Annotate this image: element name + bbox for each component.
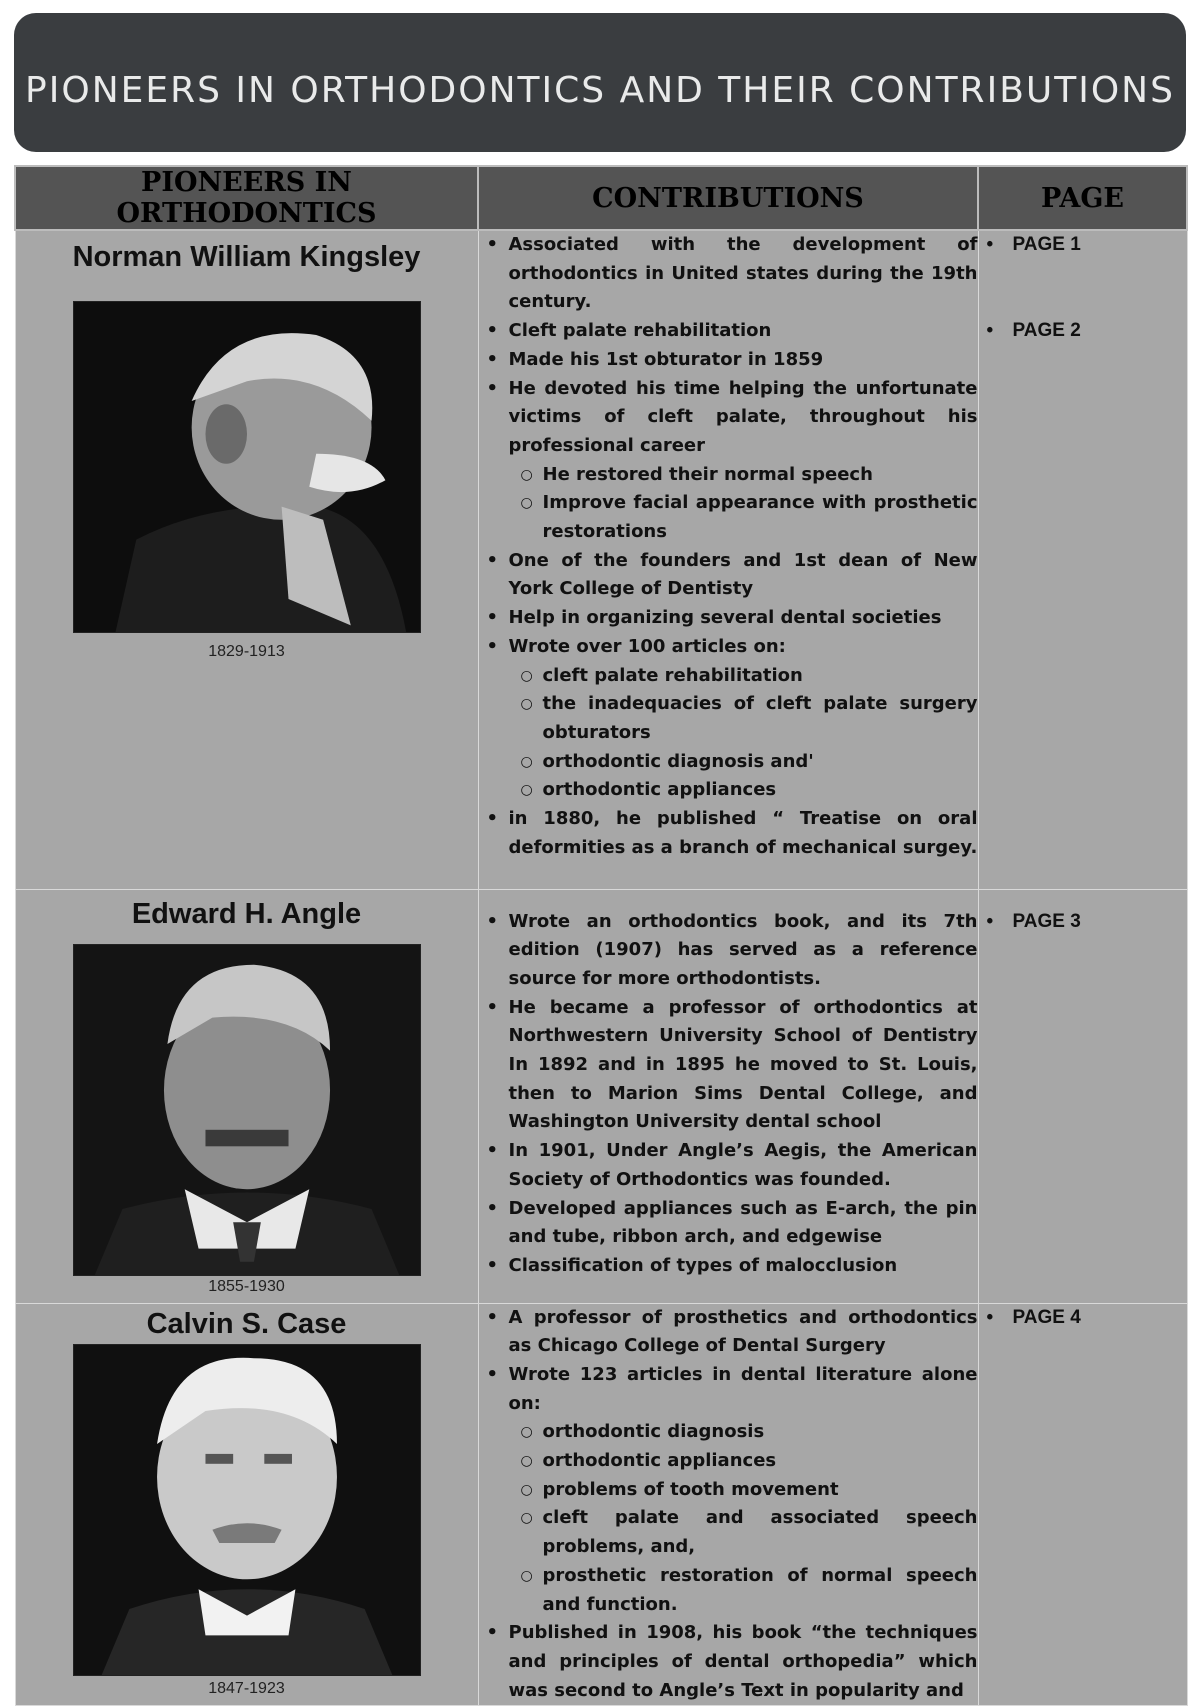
table-header-row: [15, 166, 1187, 230]
contributions-cell: [478, 230, 978, 889]
list-item: • Developed appliances such as E-arch, the pin and tube, ribbon arch, and edgewise: [479, 1195, 978, 1252]
pioneer-name: Edward H. Angle: [131, 897, 362, 930]
pioneer-cell: [15, 230, 478, 889]
pioneer-cell: [15, 1303, 478, 1706]
sub-list-item: ○ orthodontic diagnosis and': [509, 748, 978, 777]
list-item: • Associated with the development of orthodontics in United states during the 19th century.: [479, 231, 978, 317]
pioneer-years: 1847-1923: [208, 1679, 285, 1697]
table-row: [15, 1303, 1187, 1706]
sub-list: [509, 461, 978, 547]
portrait-photo: [73, 1344, 421, 1676]
page-cell: [978, 230, 1187, 889]
contributions-cell: [478, 1303, 978, 1706]
sub-list-item: ○ orthodontic appliances: [509, 1447, 978, 1476]
pioneer-years: 1855-1930: [208, 1277, 285, 1295]
list-item: • Classification of types of malocclusion: [479, 1252, 978, 1281]
contributions-list: [479, 908, 978, 1281]
header-pioneers: PIONEERS IN ORTHODONTICS: [15, 166, 478, 230]
list-item: • Help in organizing several dental societies: [479, 604, 978, 633]
title-banner: [14, 13, 1186, 152]
sub-list-item: ○ the inadequacies of cleft palate surgery obturators: [509, 690, 978, 747]
table-row: [15, 889, 1187, 1303]
pioneer-name: Calvin S. Case: [146, 1307, 347, 1340]
pioneer-cell: [15, 889, 478, 1303]
sub-list-item: ○ problems of tooth movement: [509, 1476, 978, 1505]
page-ref: • PAGE 3: [979, 908, 1187, 937]
list-item: • Made his 1st obturator in 1859: [479, 346, 978, 375]
portrait-photo: [73, 944, 421, 1276]
header-page: PAGE: [978, 166, 1187, 230]
portrait-photo: [73, 301, 421, 633]
sub-list-item: ○ orthodontic diagnosis: [509, 1418, 978, 1447]
list-item: • A professor of prosthetics and orthodontics as Chicago College of Dental Surgery: [479, 1304, 978, 1361]
pioneers-table: [14, 165, 1188, 1706]
list-item: • Cleft palate rehabilitation: [479, 317, 978, 346]
page-list: [979, 231, 1187, 345]
list-item: • In 1901, Under Angle’s Aegis, the American Society of Orthodontics was founded.: [479, 1137, 978, 1194]
page-list: [979, 1304, 1187, 1333]
sub-list-item: ○ prosthetic restoration of normal speech and function.: [509, 1562, 978, 1619]
sub-list-item: ○ cleft palate rehabilitation: [509, 662, 978, 691]
sub-list-item: ○ Improve facial appearance with prosthetic restorations: [509, 489, 978, 546]
page-ref: • PAGE 4: [979, 1304, 1187, 1333]
page-cell: [978, 889, 1187, 1303]
header-contributions: CONTRIBUTIONS: [478, 166, 978, 230]
sub-list-item: ○ cleft palate and associated speech problems, and,: [509, 1504, 978, 1561]
list-item: • He became a professor of orthodontics at Northwestern University School of Dentistry In 1892 and in 1895 he moved to St. Louis, then to Marion Sims Dental College, and Washington University dental school: [479, 994, 978, 1138]
list-item: • One of the founders and 1st dean of New York College of Dentisty: [479, 547, 978, 604]
list-item: [479, 375, 978, 547]
page-ref: • PAGE 1: [979, 231, 1187, 260]
list-item: • Wrote an orthodontics book, and its 7th edition (1907) has served as a reference source for more orthodontists.: [479, 908, 978, 994]
contributions-cell: [478, 889, 978, 1303]
page-title: PIONEERS IN ORTHODONTICS AND THEIR CONTRIBUTIONS: [25, 70, 1175, 111]
page-list: [979, 908, 1187, 937]
sub-list-item: ○ He restored their normal speech: [509, 461, 978, 490]
list-item-text: Wrote 123 articles in dental literature alone on:: [508, 1363, 978, 1414]
pioneer-years: 1829-1913: [208, 643, 285, 660]
list-item: • Published in 1908, his book “the techniques and principles of dental orthopedia” which was second to Angle’s Text in popularity and: [479, 1619, 978, 1705]
list-item-text: Wrote over 100 articles on:: [508, 635, 786, 657]
list-item: [479, 1361, 978, 1619]
contributions-list: [479, 231, 978, 862]
list-item-text: He devoted his time helping the unfortunate victims of cleft palate, throughout his professional career: [508, 377, 978, 456]
list-item: [479, 633, 978, 805]
list-item: • in 1880, he published “ Treatise on oral deformities as a branch of mechanical surgey.: [479, 805, 978, 862]
contributions-list: [479, 1304, 978, 1706]
sub-list-item: ○ orthodontic appliances: [509, 776, 978, 805]
sub-list: [509, 662, 978, 806]
page-ref: • PAGE 2: [979, 317, 1187, 346]
pioneer-name: Norman William Kingsley: [72, 241, 421, 273]
sub-list: [509, 1418, 978, 1619]
table-row: [15, 230, 1187, 889]
page-cell: [978, 1303, 1187, 1706]
